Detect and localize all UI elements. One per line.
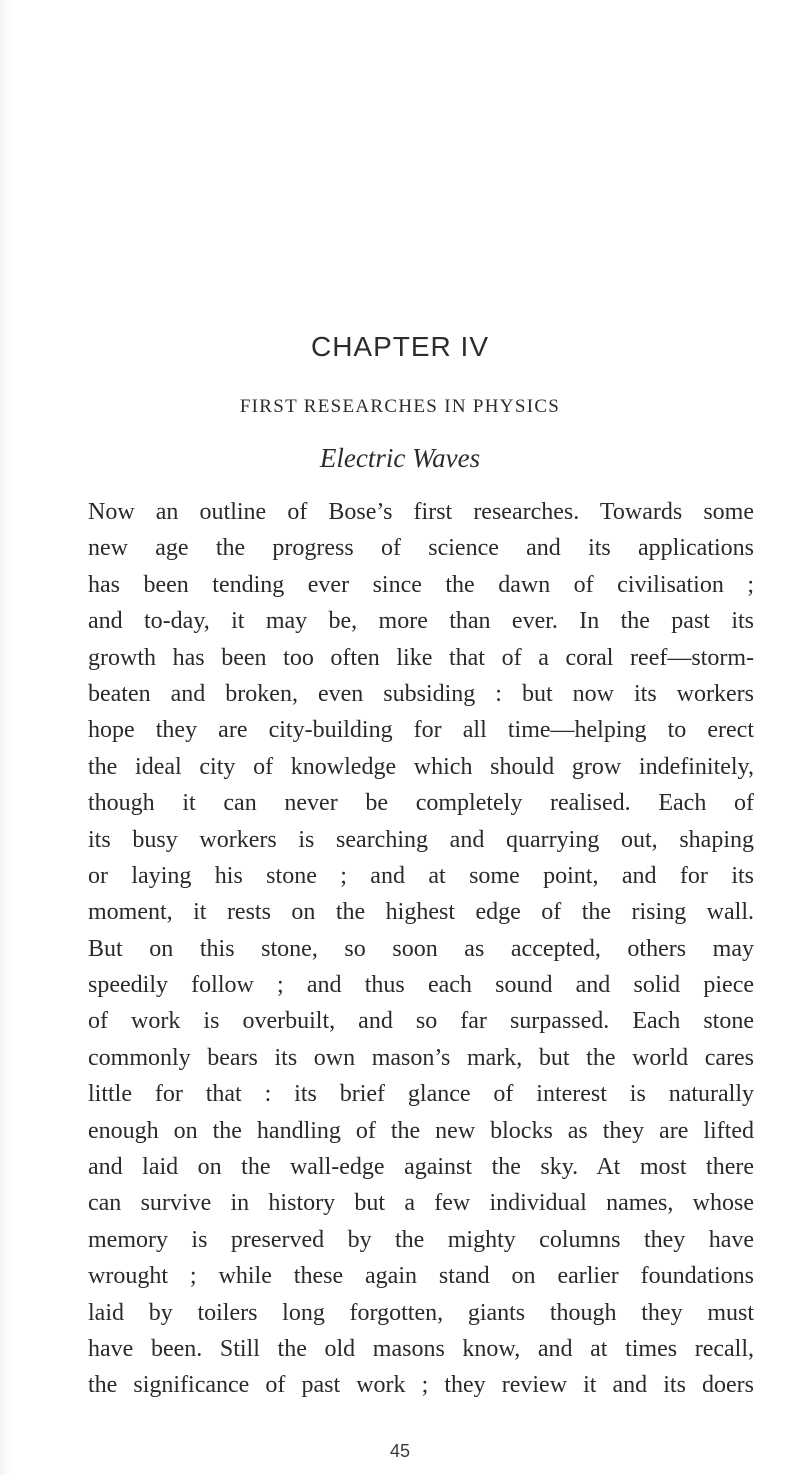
text-line: growth has been too often like that of a coral reef—storm-	[88, 644, 754, 671]
text-line: the ideal city of knowledge which should grow indefinitely,	[88, 753, 754, 780]
text-line: speedily follow ; and thus each sound and solid piece	[88, 972, 754, 999]
text-line: have been. Still the old masons know, and at times recall,	[88, 1335, 754, 1362]
text-line: new age the progress of science and its applications	[88, 535, 754, 562]
chapter-subtitle: Electric Waves	[319, 443, 481, 473]
text-line: Now an outline of Bose’s first researches. Towards some	[88, 499, 754, 525]
text-line: and to-day, it may be, more than ever. In the past its	[88, 608, 754, 635]
page-number: 45	[389, 1441, 411, 1461]
text-line: moment, it rests on the highest edge of the rising wall.	[88, 899, 754, 926]
text-line: of work is overbuilt, and so far surpassed. Each stone	[88, 1008, 754, 1035]
text-line: laid by toilers long forgotten, giants though they must	[88, 1299, 754, 1326]
text-line: enough on the handling of the new blocks as they are lifted	[88, 1117, 754, 1144]
chapter-heading: CHAPTER IV	[310, 331, 490, 362]
text-line: has been tending ever since the dawn of civilisation ;	[88, 571, 754, 598]
text-line: beaten and broken, even subsiding : but now its workers	[88, 680, 754, 707]
text-line: its busy workers is searching and quarrying out, shaping	[88, 826, 754, 853]
text-line: hope they are city-building for all time—helping to erect	[88, 717, 754, 744]
text-line: can survive in history but a few individual names, whose	[88, 1190, 754, 1217]
text-line: But on this stone, so soon as accepted, others may	[88, 935, 754, 962]
text-line: though it can never be completely realised. Each of	[88, 790, 754, 817]
text-line: memory is preserved by the mighty columns they have	[88, 1226, 754, 1253]
text-line: little for that : its brief glance of interest is naturally	[88, 1081, 754, 1108]
text-line: wrought ; while these again stand on earlier foundations	[88, 1263, 754, 1290]
text-line: commonly bears its own mason’s mark, but the world cares	[88, 1044, 754, 1071]
text-line: and laid on the wall-edge against the sky. At most there	[88, 1154, 754, 1181]
text-line: the significance of past work ; they review it and its doers	[88, 1372, 754, 1399]
body-paragraph	[88, 494, 754, 1404]
section-title: FIRST RESEARCHES IN PHYSICS	[239, 396, 561, 417]
text-line: or laying his stone ; and at some point, and for its	[88, 862, 754, 889]
